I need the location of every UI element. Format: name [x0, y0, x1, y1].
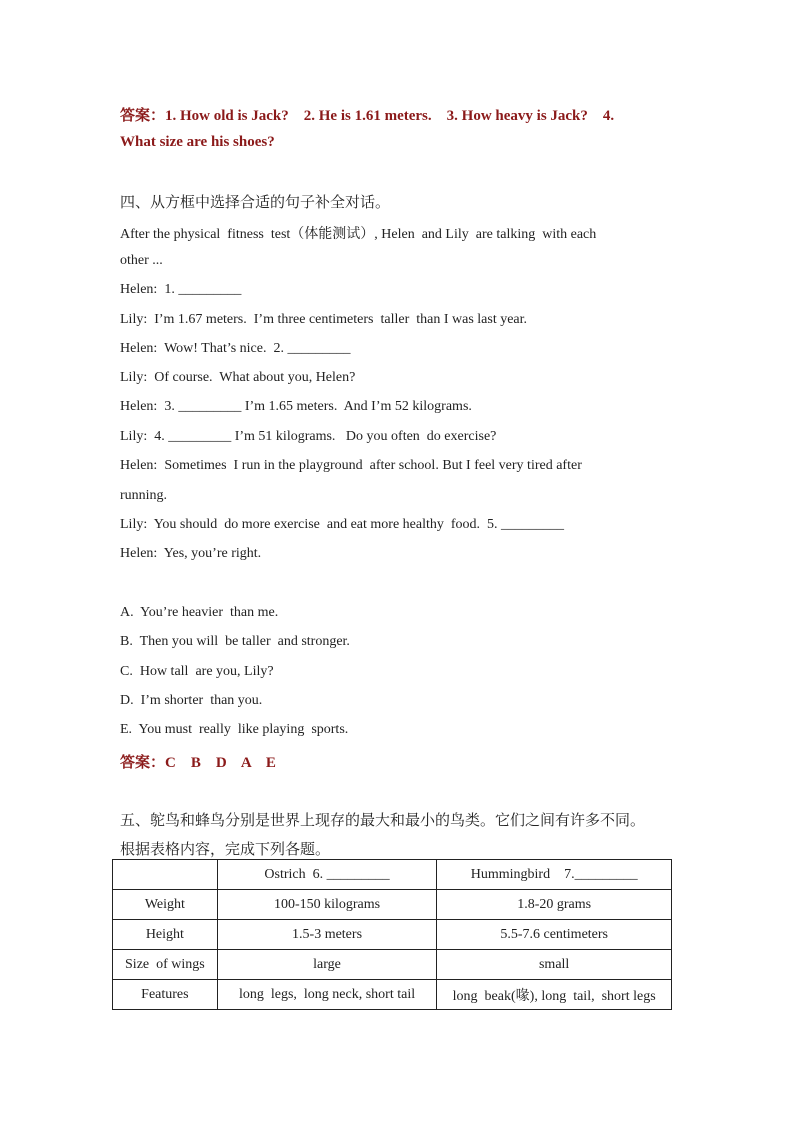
table-cell: 100-150 kilograms: [217, 890, 437, 920]
table-row: [113, 890, 672, 920]
table-header-row: [113, 860, 672, 890]
dialogue-line: Helen: Sometimes I run in the playground after school. But I feel very tired after: [120, 458, 582, 473]
table-row: [113, 980, 672, 1010]
bird-comparison-table: [112, 859, 672, 1010]
dialogue-line: Lily: 4. _________ I’m 51 kilograms. Do you often do exercise?: [120, 429, 497, 444]
section-heading: 五、鸵鸟和蜂鸟分别是世界上现存的最大和最小的鸟类。它们之间有许多不同。: [120, 811, 646, 829]
table-row: [113, 920, 672, 950]
table-cell: Size of wings: [113, 950, 218, 980]
table-row: [113, 950, 672, 980]
dialogue-line: Lily: I’m 1.67 meters. I’m three centimeters taller than I was last year.: [120, 312, 528, 327]
table-cell: long legs, long neck, short tail: [217, 980, 437, 1010]
table-cell: small: [437, 950, 672, 980]
dialogue-line: Lily: You should do more exercise and eat more healthy food. 5. _________: [120, 517, 565, 532]
option-item: E. You must really like playing sports.: [120, 722, 349, 737]
table-cell: Ostrich 6. _________: [217, 860, 437, 890]
table-cell: Features: [113, 980, 218, 1010]
text-line: After the physical fitness test（体能测试）, Helen and Lily are talking with each: [120, 227, 597, 242]
table-cell: large: [217, 950, 437, 980]
table-cell: 1.8-20 grams: [437, 890, 672, 920]
answer-line: What size are his shoes?: [120, 134, 275, 150]
text-line: other ...: [120, 253, 163, 268]
dialogue-line: Helen: 1. _________: [120, 282, 242, 297]
option-item: C. How tall are you, Lily?: [120, 664, 274, 679]
dialogue-line: Helen: 3. _________ I’m 1.65 meters. And I’m 52 kilograms.: [120, 399, 472, 414]
section-heading: 根据表格内容，完成下列各题。: [120, 840, 331, 858]
option-item: A. You’re heavier than me.: [120, 605, 279, 620]
option-item: D. I’m shorter than you.: [120, 693, 263, 708]
table-cell: Weight: [113, 890, 218, 920]
dialogue-line: Helen: Yes, you’re right.: [120, 546, 262, 561]
table-cell: Hummingbird 7._________: [437, 860, 672, 890]
dialogue-line: Lily: Of course. What about you, Helen?: [120, 370, 356, 385]
table-cell: long beak(喙), long tail, short legs: [437, 980, 672, 1010]
section-heading: 四、从方框中选择合适的句子补全对话。: [120, 193, 391, 211]
dialogue-line: Helen: Wow! That’s nice. 2. _________: [120, 341, 351, 356]
dialogue-line: running.: [120, 488, 168, 503]
answer-line: 答案：C B D A E: [120, 755, 276, 771]
option-item: B. Then you will be taller and stronger.: [120, 634, 350, 649]
table-cell: 1.5-3 meters: [217, 920, 437, 950]
answer-line: 答案：1. How old is Jack? 2. He is 1.61 meters. 3. How heavy is Jack? 4.: [120, 108, 615, 124]
table-cell: 5.5-7.6 centimeters: [437, 920, 672, 950]
table-cell: [113, 860, 218, 890]
table-cell: Height: [113, 920, 218, 950]
